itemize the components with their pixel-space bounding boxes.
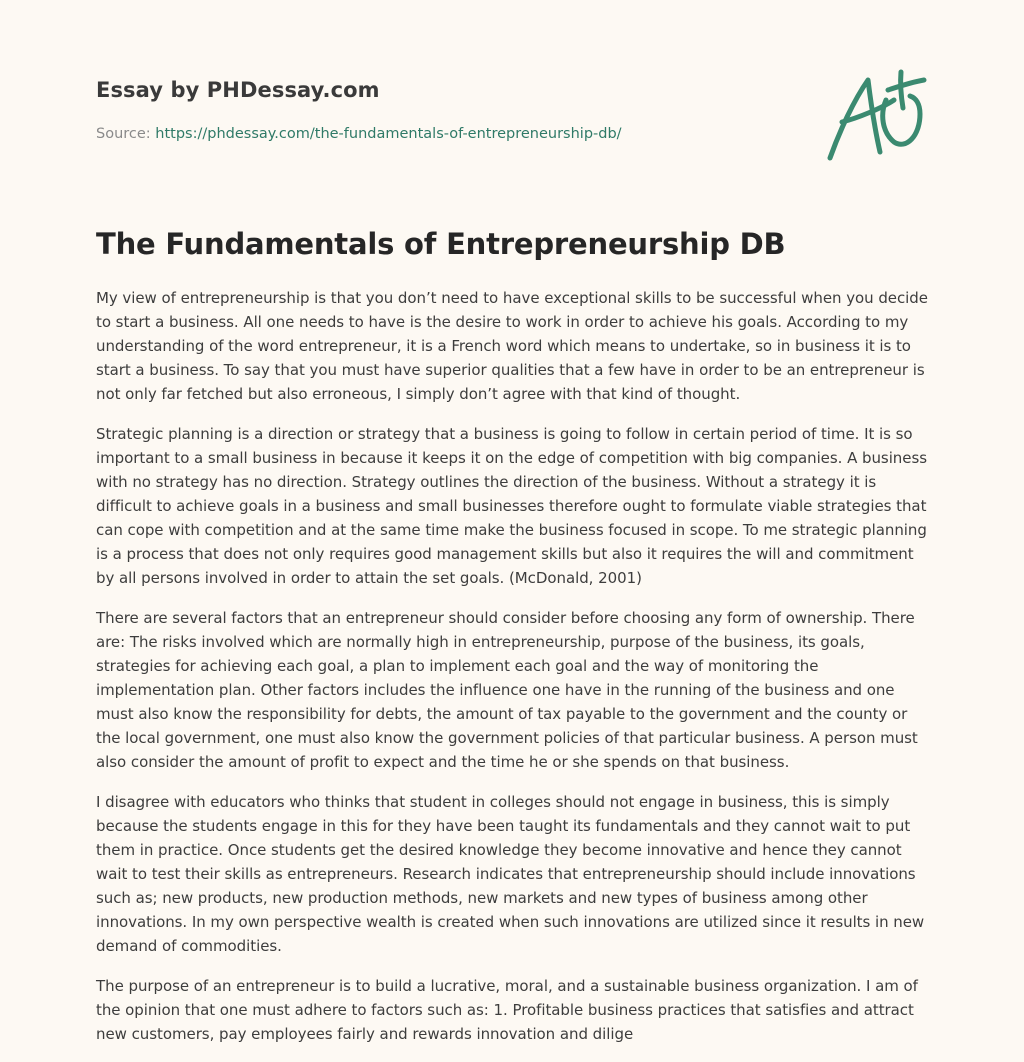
essay-paragraph: The purpose of an entrepreneur is to build a lucrative, moral, and a sustainable business organization. I am of the opinion that one must adhere to factors such as: 1. Profitable business practices that satisfies and attract new customers, pay employees fairly and rewards innovation and dilige	[96, 977, 918, 1043]
a-plus-grade-icon	[822, 66, 930, 166]
page-header	[96, 76, 796, 144]
essay-paragraph: There are several factors that an entrepreneur should consider before choosing any form of ownership. There are: The risks involved which are normally high in entrepreneurship, purpose of the business, its goals, strategies for achieving each goal, a plan to implement each goal and the way of monitoring the implementation plan. Other factors includes the influence one have in the running of the business and one must also know the responsibility for debts, the amount of tax payable to the government and the county or the local government, one must also know the government policies of that particular business. A person must also consider the amount of profit to expect and the time he or she spends on that business.	[96, 609, 918, 771]
source-link[interactable]: https://phdessay.com/the-fundamentals-of-entrepreneurship-db/	[155, 126, 622, 142]
essay-paragraph: Strategic planning is a direction or strategy that a business is going to follow in certain period of time. It is so important to a small business in because it keeps it on the edge of competition with big companies. A business with no strategy has no direction. Strategy outlines the direction of the business. Without a strategy it is difficult to achieve goals in a business and small businesses therefore ought to formulate viable strategies that can cope with competition and at the same time make the business focused in scope. To me strategic planning is a process that does not only requires good management skills but also it requires the will and commitment by all persons involved in order to attain the set goals. (McDonald, 2001)	[96, 425, 927, 587]
site-brand: Essay by PHDessay.com	[96, 78, 380, 102]
essay-title: The Fundamentals of Entrepreneurship DB	[96, 227, 786, 261]
essay-body	[96, 222, 932, 1062]
source-line	[96, 124, 796, 144]
essay-paragraph: My view of entrepreneurship is that you don’t need to have exceptional skills to be successful when you decide to start a business. All one needs to have is the desire to work in order to achieve his goals. According to my understanding of the word entrepreneur, it is a French word which means to undertake, so in business it is to start a business. To say that you must have superior qualities that a few have in order to be an entrepreneur is not only far fetched but also erroneous, I simply don’t agree with that kind of thought.	[96, 289, 928, 403]
source-label: Source:	[96, 126, 151, 142]
essay-paragraph: I disagree with educators who thinks that student in colleges should not engage in business, this is simply because the students engage in this for they have been taught its fundamentals and they cannot wait to put them in practice. Once students get the desired knowledge they become innovative and hence they cannot wait to test their skills as entrepreneurs. Research indicates that entrepreneurship should include innovations such as; new products, new production methods, new markets and new types of business among other innovations. In my own perspective wealth is created when such innovations are utilized since it results in new demand of commodities.	[96, 793, 925, 955]
